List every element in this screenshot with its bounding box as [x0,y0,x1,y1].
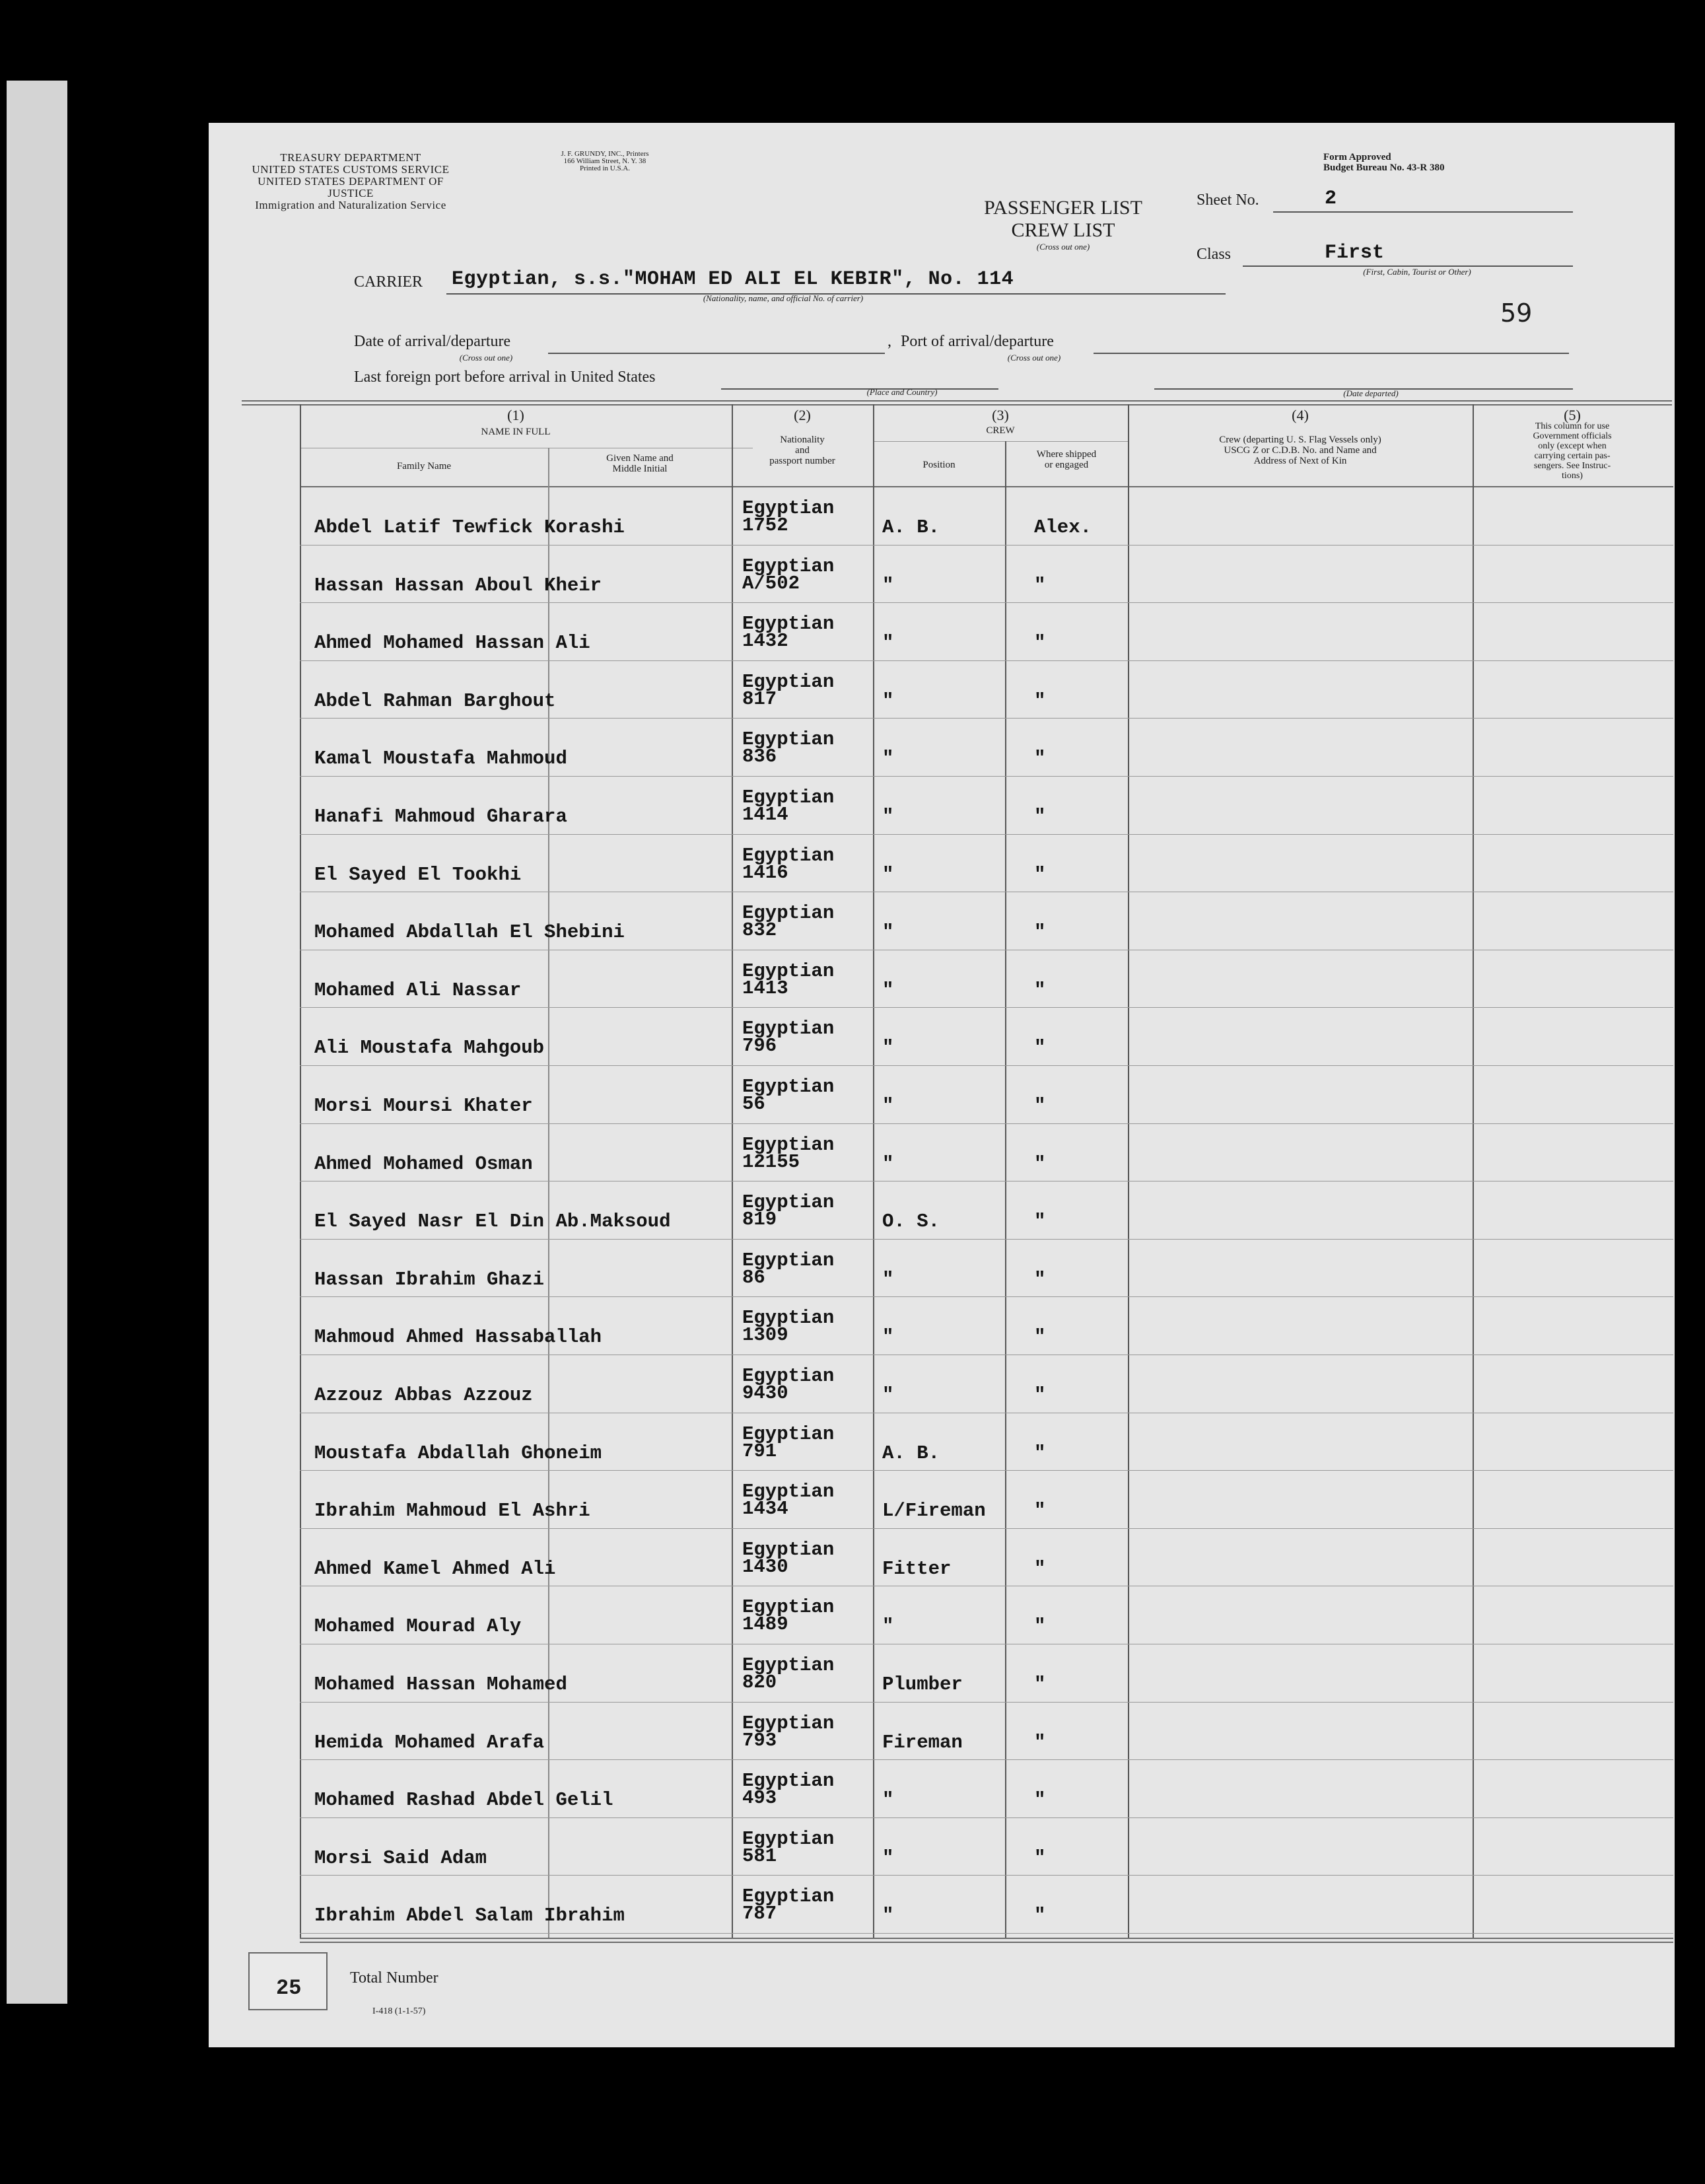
col2-number: (2) [794,407,811,423]
where-shipped: " [1034,1095,1046,1117]
passport-number: 1489 [742,1613,788,1636]
crew-name: Azzouz Abbas Azzouz [314,1384,533,1406]
table-row [242,1644,1694,1703]
col5-line-4: carrying certain pas- [1534,451,1611,461]
passport-number: 836 [742,746,777,768]
table-row [242,1297,1694,1355]
passport-number: 12155 [742,1150,800,1173]
crew-position: " [882,748,894,770]
passport-number: 1309 [742,1324,788,1347]
where-shipped: " [1034,1500,1046,1522]
table-row [242,719,1694,777]
passport-number: 86 [742,1266,765,1288]
crew-name: Hassan Ibrahim Ghazi [314,1268,545,1290]
table-row [242,487,1694,546]
crew-position: Fitter [882,1557,952,1580]
table-row [242,1124,1694,1182]
table-row [242,777,1694,835]
class-label: Class [1197,246,1232,263]
col3-sub-divider [873,441,1128,442]
passport-number: 1430 [742,1555,788,1578]
nationality: Egyptian [742,1423,835,1445]
port-hint: (Cross out one) [1007,353,1061,363]
crew-position: " [882,632,894,654]
crew-position: " [882,1037,894,1059]
table-row [242,1008,1694,1066]
col1b-given-name [548,453,732,474]
passport-number: 581 [742,1845,777,1867]
where-shipped: " [1034,1615,1046,1638]
col5-number: (5) [1564,407,1581,423]
table-row [242,1586,1694,1644]
table-row [242,892,1694,950]
form-approved [1323,152,1535,173]
nationality: Egyptian [742,787,835,808]
passport-number: 1414 [742,804,788,826]
sheet-number: 2 [1325,188,1337,210]
col1-number: (1) [507,407,524,423]
where-shipped: " [1034,806,1046,828]
crew-list-document [209,123,1675,2047]
crew-position: " [882,1905,894,1927]
nationality: Egyptian [742,1076,835,1098]
nationality: Egyptian [742,1654,835,1676]
passport-number: 819 [742,1209,777,1231]
page-stamp: 59 [1500,299,1533,328]
nationality: Egyptian [742,1191,835,1214]
nationality: Egyptian [742,1596,835,1619]
carrier-value: Egyptian, s.s."MOHAM ED ALI EL KEBIR", No. 114 [452,268,1014,291]
col2-line-2: and [795,445,810,456]
adjacent-page-strip [7,81,67,2004]
col1a-family-name: Family Name [396,461,452,472]
passport-number: A/502 [742,572,800,594]
where-shipped: " [1034,1384,1046,1406]
nationality: Egyptian [742,1018,835,1040]
col3-title: CREW [986,425,1015,436]
crew-name: Moustafa Abdallah Ghoneim [314,1442,602,1464]
crew-position: Plumber [882,1673,963,1695]
where-shipped: " [1034,1847,1046,1869]
passport-number: 793 [742,1729,777,1751]
where-shipped: " [1034,1152,1046,1175]
crew-name: Kamal Moustafa Mahmoud [314,748,567,770]
where-shipped: " [1034,1268,1046,1290]
table-row [242,1413,1694,1471]
table-row [242,1703,1694,1761]
date-hint: (Cross out one) [459,353,513,363]
crew-name: Ahmed Mohamed Osman [314,1152,533,1175]
nationality: Egyptian [742,1827,835,1850]
passport-number: 1432 [742,630,788,652]
col4-number: (4) [1292,407,1309,423]
nationality: Egyptian [742,670,835,693]
crew-position: L/Fireman [882,1500,986,1522]
nationality: Egyptian [742,1133,835,1156]
sheet-line [1273,192,1573,213]
crew-name: Abdel Rahman Barghout [314,689,556,712]
crew-name: Mohamed Hassan Mohamed [314,1673,567,1695]
where-shipped: " [1034,1731,1046,1753]
table-row [242,1760,1694,1818]
col3b-line-1: Where shipped [1036,449,1097,460]
date-line [548,333,885,354]
col1-title: NAME IN FULL [481,427,551,437]
table-row [242,1471,1694,1529]
form-approved-line-1: Form Approved [1323,152,1391,162]
col3b-where-shipped [1005,449,1128,470]
nationality: Egyptian [742,1712,835,1734]
passport-number: 817 [742,687,777,710]
last-port-date-hint: (Date departed) [1343,388,1399,398]
nationality: Egyptian [742,1307,835,1329]
where-shipped: " [1034,1557,1046,1580]
crew-position: " [882,574,894,596]
where-shipped: " [1034,1211,1046,1233]
printer-imprint [539,151,671,172]
printer-line-1: J. F. GRUNDY, INC., Printers [561,150,649,158]
class-value: First [1325,242,1385,264]
col1b-line-2: Middle Initial [612,464,668,474]
table-row [242,1066,1694,1124]
form-number: I-418 (1-1-57) [372,2006,426,2016]
col4-line-1: Crew (departing U. S. Flag Vessels only) [1219,435,1381,445]
sheet-label: Sheet No. [1197,192,1259,209]
crew-position: A. B. [882,1442,940,1464]
nationality: Egyptian [742,555,835,577]
where-shipped: " [1034,689,1046,712]
crew-name: El Sayed Nasr El Din Ab.Maksoud [314,1211,671,1233]
nationality: Egyptian [742,844,835,866]
where-shipped: " [1034,979,1046,1001]
table-row [242,661,1694,719]
crew-name: Ali Moustafa Mahgoub [314,1037,545,1059]
col5-line-1: This column for use [1535,421,1610,431]
printer-line-2: 166 William Street, N. Y. 38 [563,157,646,165]
passport-number: 820 [742,1672,777,1693]
crew-name: Hassan Hassan Aboul Kheir [314,574,602,596]
col5-line-5: sengers. See Instruc- [1533,461,1611,471]
crew-name: Mohamed Rashad Abdel Gelil [314,1789,613,1812]
table-row [242,1876,1694,1934]
title-passenger-list: PASSENGER LIST [984,197,1142,219]
port-label: Port of arrival/departure [901,333,1054,350]
where-shipped: " [1034,1326,1046,1349]
agency-line-1: TREASURY DEPARTMENT [280,151,421,164]
date-departed-line [1154,369,1573,390]
list-title [944,197,1182,252]
class-line [1243,246,1573,267]
agency-line-2: UNITED STATES CUSTOMS SERVICE [252,163,450,176]
crew-position: " [882,979,894,1001]
col3b-line-2: or engaged [1044,460,1089,470]
title-cross-out-note: (Cross out one) [1036,242,1090,252]
nationality: Egyptian [742,497,835,519]
table-bottom-rule-2 [300,1942,1673,1943]
where-shipped: " [1034,1442,1046,1464]
where-shipped: " [1034,1673,1046,1695]
col4-line-2: USCG Z or C.D.B. No. and Name and [1224,445,1377,456]
last-port-place-hint: (Place and Country) [866,387,938,397]
col3-number: (3) [992,407,1009,423]
passport-number: 796 [742,1035,777,1057]
col2-title [732,435,873,466]
title-crew-list: CREW LIST [1011,219,1115,241]
nationality: Egyptian [742,902,835,925]
table-bottom-rule [300,1938,1673,1939]
col5-line-2: Government officials [1533,431,1612,441]
col4-line-3: Address of Next of Kin [1253,456,1347,466]
last-port-label: Last foreign port before arrival in United States [354,369,656,386]
form-approved-line-2: Budget Bureau No. 43-R 380 [1323,162,1445,173]
nationality: Egyptian [742,1770,835,1792]
crew-position: " [882,1847,894,1869]
table-row [242,835,1694,893]
table-row [242,1355,1694,1413]
nationality: Egyptian [742,1481,835,1503]
nationality: Egyptian [742,613,835,635]
crew-position: " [882,1615,894,1638]
passport-number: 832 [742,919,777,942]
class-hint: (First, Cabin, Tourist or Other) [1363,267,1471,277]
table-row [242,546,1694,604]
crew-name: Ibrahim Mahmoud El Ashri [314,1500,590,1522]
crew-position: " [882,806,894,828]
printer-line-3: Printed in U.S.A. [579,164,631,172]
crew-position: A. B. [882,516,940,538]
crew-position: O. S. [882,1211,940,1233]
carrier-label: CARRIER [354,273,423,291]
passport-number: 56 [742,1093,765,1115]
crew-position: " [882,689,894,712]
nationality: Egyptian [742,1249,835,1271]
crew-position: " [882,1268,894,1290]
crew-name: Morsi Moursi Khater [314,1095,533,1117]
where-shipped: " [1034,921,1046,944]
where-shipped: " [1034,863,1046,886]
crew-name: El Sayed El Tookhi [314,863,522,886]
crew-rows [242,487,1675,1940]
crew-name: Ahmed Mohamed Hassan Ali [314,632,590,654]
crew-position: " [882,1326,894,1349]
total-number-label: Total Number [350,1969,438,1987]
col2-line-1: Nationality [780,435,825,445]
nationality: Egyptian [742,960,835,982]
where-shipped: " [1034,1037,1046,1059]
crew-name: Mohamed Abdallah El Shebini [314,921,625,944]
port-line [1094,333,1569,354]
passport-number: 1416 [742,861,788,884]
passport-number: 791 [742,1440,777,1462]
crew-name: Morsi Said Adam [314,1847,487,1869]
carrier-hint: (Nationality, name, and official No. of carrier) [703,293,864,303]
table-row [242,1181,1694,1240]
crew-name: Hanafi Mahmoud Gharara [314,806,567,828]
agency-header [242,152,460,211]
where-shipped: " [1034,574,1046,596]
nationality: Egyptian [742,728,835,751]
nationality: Egyptian [742,1885,835,1908]
port-comma: , [887,333,891,350]
crew-position: " [882,1789,894,1812]
crew-position: " [882,1095,894,1117]
where-shipped: " [1034,1905,1046,1927]
passport-number: 1434 [742,1498,788,1520]
total-number-box [248,1952,328,2010]
col3a-position: Position [922,460,956,470]
total-number-value: 25 [276,1976,302,2000]
crew-name: Ibrahim Abdel Salam Ibrahim [314,1905,625,1927]
agency-line-3: UNITED STATES DEPARTMENT OF JUSTICE [258,175,444,199]
crew-position: Fireman [882,1731,963,1753]
col1b-line-1: Given Name and [606,453,674,464]
agency-line-4: Immigration and Naturalization Service [255,199,446,211]
passport-number: 1413 [742,977,788,999]
row-divider [300,1933,1673,1934]
table-row [242,1529,1694,1587]
where-shipped: Alex. [1034,516,1092,538]
where-shipped: " [1034,748,1046,770]
nationality: Egyptian [742,1365,835,1387]
table-top-rule [242,400,1672,402]
passport-number: 1752 [742,514,788,536]
crew-position: " [882,863,894,886]
col5-title [1473,421,1672,481]
date-label: Date of arrival/departure [354,333,511,350]
where-shipped: " [1034,632,1046,654]
crew-name: Mohamed Ali Nassar [314,979,522,1001]
col2-line-3: passport number [769,456,835,466]
crew-position: " [882,1152,894,1175]
crew-name: Hemida Mohamed Arafa [314,1731,545,1753]
passport-number: 787 [742,1903,777,1925]
crew-table [242,400,1675,1979]
crew-position: " [882,921,894,944]
passport-number: 9430 [742,1382,788,1404]
col4-title [1128,435,1473,466]
crew-name: Mahmoud Ahmed Hassaballah [314,1326,602,1349]
crew-name: Ahmed Kamel Ahmed Ali [314,1557,556,1580]
crew-name: Mohamed Mourad Aly [314,1615,522,1638]
table-row [242,603,1694,661]
col5-line-6: tions) [1562,471,1583,481]
crew-position: " [882,1384,894,1406]
table-row [242,950,1694,1008]
table-row [242,1818,1694,1876]
where-shipped: " [1034,1789,1046,1812]
nationality: Egyptian [742,1538,835,1561]
col5-line-3: only (except when [1538,441,1607,451]
table-top-rule-2 [242,404,1672,405]
table-row [242,1240,1694,1298]
passport-number: 493 [742,1787,777,1810]
crew-name: Abdel Latif Tewfick Korashi [314,516,625,538]
